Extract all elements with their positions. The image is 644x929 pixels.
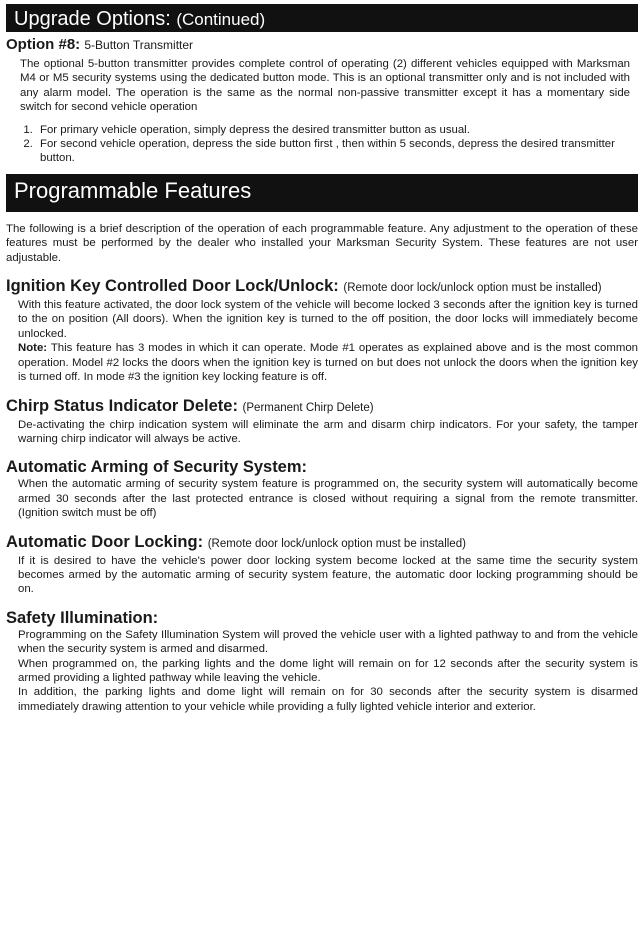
banner-title: Programmable Features	[14, 177, 252, 203]
feature-body: Programming on the Safety Illumination System will proved the vehicle user with a lighted pathway to and from the vehicle when the security system is armed and disarmed.	[18, 628, 638, 656]
feature-heading	[6, 533, 638, 554]
note-text: This feature has 3 modes in which it can operate. Mode #1 operates as explained above and is the most common operation. Model #2 locks the doors when the ignition key is turned on but does not unlock the doors when the ignition key is turned off. In mode #3 the ignition key locking feature is off.	[18, 342, 638, 384]
programmable-features-banner	[6, 174, 638, 212]
option-description: The optional 5-button transmitter provides complete control of operating (2) different vehicles equipped with Marksman M4 or M5 security systems using the dedicated button mode. This is an optional transmitter only and is not included with any alarm model. The operation is the same as the normal non-passive transmitter except it has a momentary side switch for second vehicle operation	[20, 58, 630, 114]
upgrade-options-banner	[6, 4, 638, 32]
banner-title: Upgrade Options:	[14, 8, 171, 30]
step-item: 1. For primary vehicle operation, simply depress the desired transmitter button as usual.	[36, 123, 638, 137]
feature-body: When programmed on, the parking lights and the dome light will remain on for 12 seconds after the security system is armed providing a lighted pathway while leaving the vehicle.	[18, 657, 638, 684]
feature-qualifier: (Permanent Chirp Delete)	[242, 401, 374, 414]
feature-qualifier: (Remote door lock/unlock option must be installed)	[343, 282, 602, 295]
feature-heading	[6, 397, 638, 418]
option-name: 5-Button Transmitter	[84, 38, 194, 52]
feature-body: With this feature activated, the door lock system of the vehicle will become locked 3 seconds after the ignition key is turned to the on position (All doors). When the ignition key is turned to the off position, the door locks will immediately become unlocked.	[18, 299, 638, 340]
feature-heading	[6, 609, 638, 628]
feature-body: In addition, the parking lights and dome light will remain on for 30 seconds after the security system is disarmed immediately drawing attention to your vehicle while providing a fully lighted vehicle interior and exterior.	[18, 686, 638, 713]
banner-subtitle: (Continued)	[176, 10, 266, 29]
manual-page	[0, 4, 644, 929]
feature-title: Chirp Status Indicator Delete:	[6, 396, 238, 415]
step-item: 2. For second vehicle operation, depress the side button first , then within 5 seconds, depress the desired transmitter button.	[36, 137, 638, 166]
note-label: Note:	[18, 342, 48, 355]
option-steps	[6, 123, 638, 166]
feature-title: Automatic Arming of Security System:	[6, 458, 308, 477]
feature-body: If it is desired to have the vehicle's power door locking system become locked at the same time the security system becomes armed by the automatic arming of security system feature, the automatic door locking programming should be on.	[18, 554, 638, 596]
feature-heading	[6, 277, 638, 298]
feature-title: Ignition Key Controlled Door Lock/Unlock:	[6, 277, 339, 296]
feature-body: De-activating the chirp indication system will eliminate the arm and disarm chirp indicators. For your safety, the tamper warning chirp indicator will always be active.	[18, 418, 638, 445]
feature-note	[6, 341, 638, 384]
feature-heading	[6, 458, 638, 477]
option-label: Option #8:	[6, 36, 81, 53]
feature-qualifier: (Remote door lock/unlock option must be installed)	[207, 537, 466, 550]
feature-title: Safety Illumination:	[6, 608, 159, 627]
option-heading	[6, 36, 638, 53]
features-intro: The following is a brief description of the operation of each programmable feature. Any adjustment to the operation of these features must be performed by the dealer who installed your Marksman Security System. These features are not user adjustable.	[6, 222, 638, 264]
feature-body: When the automatic arming of security system feature is programmed on, the security system will automatically become armed 30 seconds after the last protected entrance is closed without requiring a signal from the remote transmitter. (Ignition switch must be off)	[18, 478, 638, 520]
feature-title: Automatic Door Locking:	[6, 532, 204, 551]
